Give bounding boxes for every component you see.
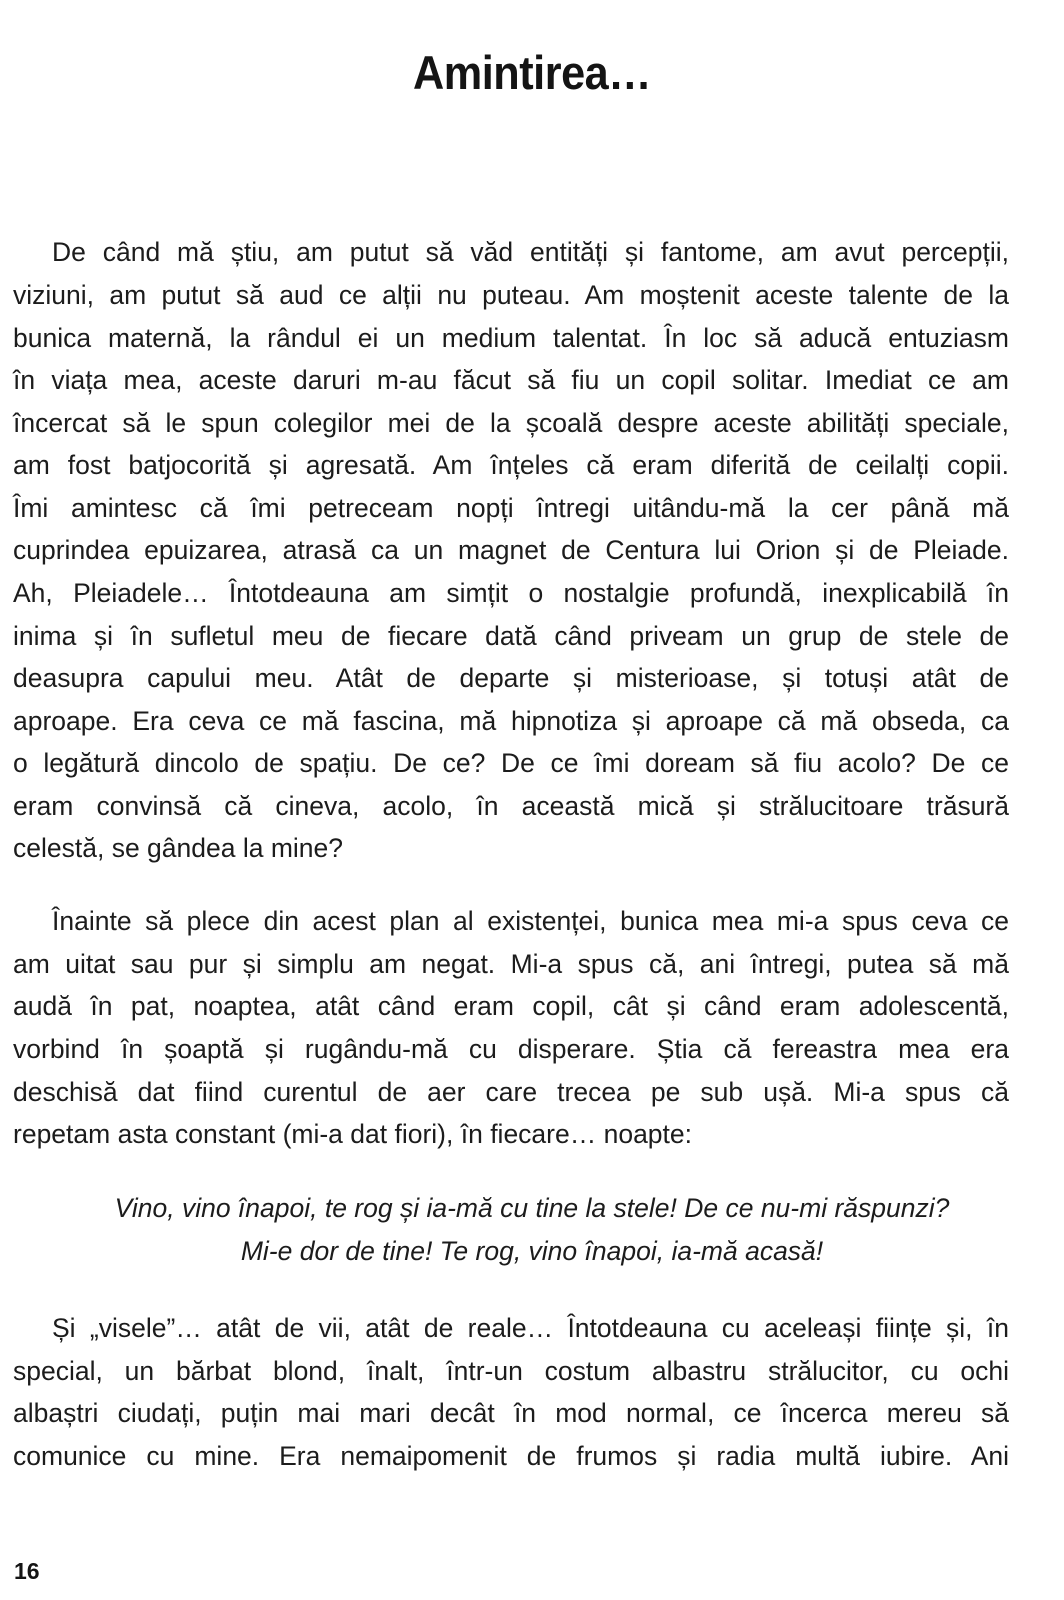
text-line: eram convinsă că cineva, acolo, în această mică și strălucitoare trăsură xyxy=(13,791,1009,821)
page-number: 16 xyxy=(14,1558,40,1584)
text-line: audă în pat, noaptea, atât când eram copil, cât și când eram adolescentă, xyxy=(13,991,1009,1021)
text-line: în viața mea, aceste daruri m-au făcut să fiu un copil solitar. Imediat ce am xyxy=(13,365,1009,395)
text-line: vorbind în șoaptă și rugându-mă cu disperare. Știa că fereastra mea era xyxy=(13,1034,1009,1064)
text-line: celestă, se gândea la mine? xyxy=(13,833,343,863)
text-line: am fost batjocorită și agresată. Am înțeles că eram diferită de ceilalți copii. xyxy=(13,450,1009,480)
text-line: deschisă dat fiind curentul de aer care trecea pe sub ușă. Mi-a spus că xyxy=(13,1077,1009,1107)
text-line: Îmi amintesc că îmi petreceam nopți întregi uitându-mă la cer până mă xyxy=(13,493,1009,523)
quote-line: Vino, vino înapoi, te rog și ia-mă cu tine la stele! De ce nu-mi răspunzi? xyxy=(114,1193,950,1223)
text-line: repetam asta constant (mi-a dat fiori), în fiecare… noapte: xyxy=(13,1119,693,1149)
text-line: albaștri ciudați, puțin mai mari decât în mod normal, ce încerca mereu să xyxy=(13,1398,1009,1428)
text-line: Înainte să plece din acest plan al existenței, bunica mea mi-a spus ceva ce xyxy=(52,906,1009,936)
text-line: inima și în sufletul meu de fiecare dată când priveam un grup de stele de xyxy=(13,621,1009,651)
text-line: deasupra capului meu. Atât de departe și misterioase, și totuși atât de xyxy=(13,663,1009,693)
text-line: special, un bărbat blond, înalt, într-un costum albastru strălucitor, cu ochi xyxy=(13,1356,1009,1386)
text-line: am uitat sau pur și simplu am negat. Mi-a spus că, ani întregi, putea să mă xyxy=(13,949,1009,979)
text-line: comunice cu mine. Era nemaipomenit de frumos și radia multă iubire. Ani xyxy=(13,1441,1009,1471)
text-line: De când mă știu, am putut să văd entități și fantome, am avut percepții, xyxy=(52,237,1009,267)
text-line: bunica maternă, la rândul ei un medium talentat. În loc să aducă entuziasm xyxy=(13,323,1009,353)
quote-line: Mi-e dor de tine! Te rog, vino înapoi, ia-mă acasă! xyxy=(240,1236,824,1266)
text-line: încercat să le spun colegilor mei de la școală despre aceste abilități speciale, xyxy=(13,408,1009,438)
text-line: Ah, Pleiadele… Întotdeauna am simțit o nostalgie profundă, inexplicabilă în xyxy=(13,578,1009,608)
text-line: viziuni, am putut să aud ce alții nu puteau. Am moștenit aceste talente de la xyxy=(13,280,1009,310)
text-line: Și „visele”… atât de vii, atât de reale… Întotdeauna cu aceleași ființe și, în xyxy=(52,1313,1009,1343)
text-line: o legătură dincolo de spațiu. De ce? De ce îmi doream să fiu acolo? De ce xyxy=(13,748,1009,778)
text-line: aproape. Era ceva ce mă fascina, mă hipnotiza și aproape că mă obseda, ca xyxy=(13,706,1009,736)
text-line: cuprindea epuizarea, atrasă ca un magnet de Centura lui Orion și de Pleiade. xyxy=(13,535,1009,565)
chapter-title: Amintirea… xyxy=(412,46,652,100)
